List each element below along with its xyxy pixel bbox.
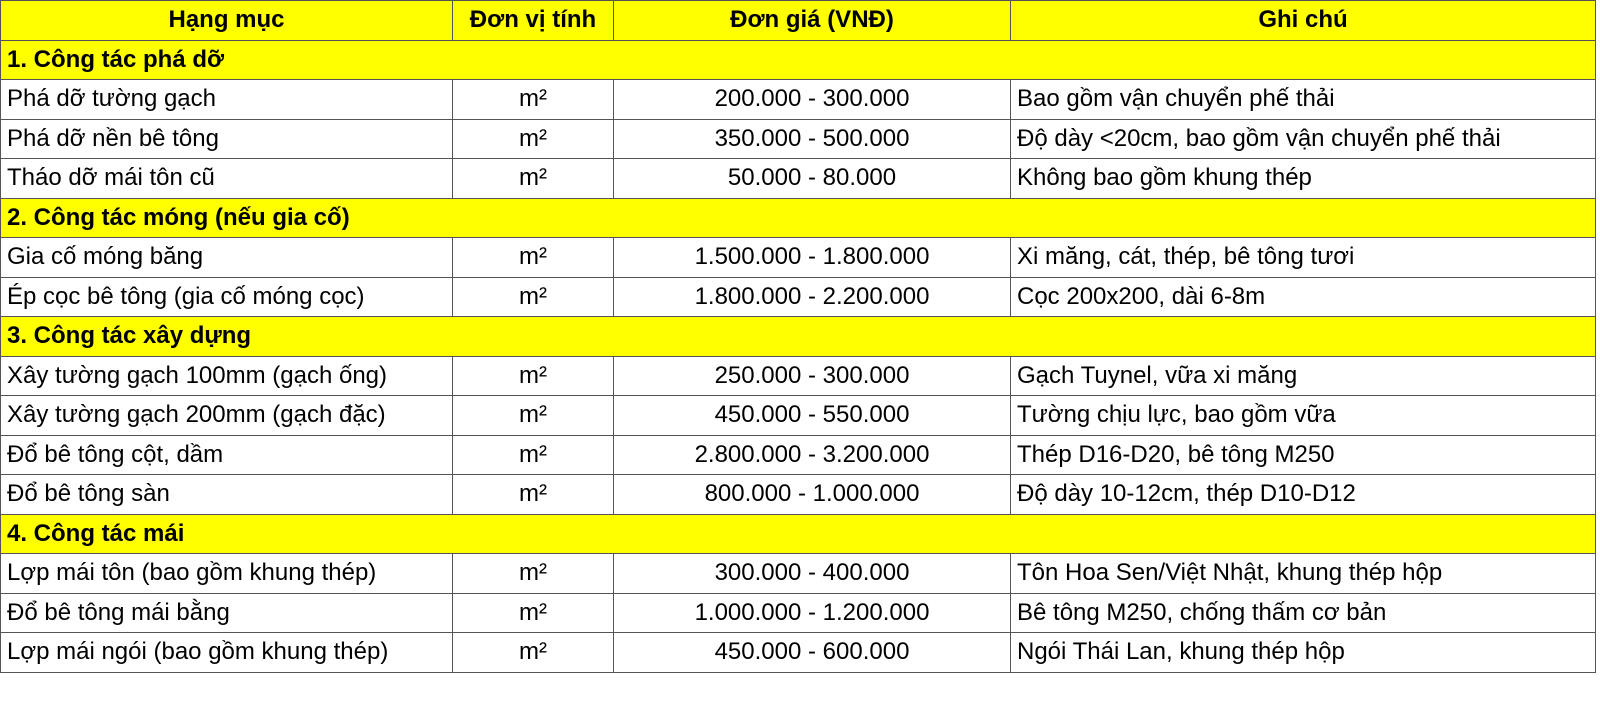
unit-cell: m² (453, 435, 614, 475)
unit-cell: m² (453, 396, 614, 436)
unit-cell: m² (453, 593, 614, 633)
note-cell: Bê tông M250, chống thấm cơ bản (1011, 593, 1596, 633)
price-cell: 1.800.000 - 2.200.000 (614, 277, 1011, 317)
note-cell: Độ dày <20cm, bao gồm vận chuyển phế thải (1011, 119, 1596, 159)
price-cell: 1.000.000 - 1.200.000 (614, 593, 1011, 633)
table-row (1, 119, 1596, 159)
price-cell: 50.000 - 80.000 (614, 159, 1011, 199)
table-row (1, 238, 1596, 278)
table-row (1, 475, 1596, 515)
unit-cell: m² (453, 238, 614, 278)
item-cell: Tháo dỡ mái tôn cũ (1, 159, 453, 199)
section-row (1, 40, 1596, 80)
unit-cell: m² (453, 633, 614, 673)
note-cell: Xi măng, cát, thép, bê tông tươi (1011, 238, 1596, 278)
unit-cell: m² (453, 475, 614, 515)
note-cell: Gạch Tuynel, vữa xi măng (1011, 356, 1596, 396)
price-cell: 800.000 - 1.000.000 (614, 475, 1011, 515)
note-cell: Không bao gồm khung thép (1011, 159, 1596, 199)
table-row (1, 396, 1596, 436)
item-cell: Xây tường gạch 200mm (gạch đặc) (1, 396, 453, 436)
section-title: 3. Công tác xây dựng (1, 317, 1596, 357)
unit-cell: m² (453, 554, 614, 594)
table-row (1, 633, 1596, 673)
table-row (1, 554, 1596, 594)
unit-cell: m² (453, 80, 614, 120)
price-cell: 200.000 - 300.000 (614, 80, 1011, 120)
note-cell: Bao gồm vận chuyển phế thải (1011, 80, 1596, 120)
table-row (1, 593, 1596, 633)
table-row (1, 159, 1596, 199)
price-cell: 300.000 - 400.000 (614, 554, 1011, 594)
price-cell: 450.000 - 550.000 (614, 396, 1011, 436)
price-cell: 2.800.000 - 3.200.000 (614, 435, 1011, 475)
table-row (1, 277, 1596, 317)
price-cell: 1.500.000 - 1.800.000 (614, 238, 1011, 278)
item-cell: Gia cố móng băng (1, 238, 453, 278)
item-cell: Lợp mái ngói (bao gồm khung thép) (1, 633, 453, 673)
item-cell: Đổ bê tông mái bằng (1, 593, 453, 633)
price-cell: 250.000 - 300.000 (614, 356, 1011, 396)
item-cell: Ép cọc bê tông (gia cố móng cọc) (1, 277, 453, 317)
item-cell: Lợp mái tôn (bao gồm khung thép) (1, 554, 453, 594)
header-note: Ghi chú (1011, 1, 1596, 41)
note-cell: Cọc 200x200, dài 6-8m (1011, 277, 1596, 317)
unit-cell: m² (453, 277, 614, 317)
section-title: 1. Công tác phá dỡ (1, 40, 1596, 80)
unit-cell: m² (453, 159, 614, 199)
note-cell: Thép D16-D20, bê tông M250 (1011, 435, 1596, 475)
table-row (1, 356, 1596, 396)
section-row (1, 317, 1596, 357)
note-cell: Tôn Hoa Sen/Việt Nhật, khung thép hộp (1011, 554, 1596, 594)
header-price: Đơn giá (VNĐ) (614, 1, 1011, 41)
item-cell: Phá dỡ tường gạch (1, 80, 453, 120)
price-cell: 450.000 - 600.000 (614, 633, 1011, 673)
section-row (1, 514, 1596, 554)
header-item: Hạng mục (1, 1, 453, 41)
header-row (1, 1, 1596, 41)
item-cell: Phá dỡ nền bê tông (1, 119, 453, 159)
section-title: 4. Công tác mái (1, 514, 1596, 554)
header-unit: Đơn vị tính (453, 1, 614, 41)
price-cell: 350.000 - 500.000 (614, 119, 1011, 159)
unit-cell: m² (453, 119, 614, 159)
table-row (1, 435, 1596, 475)
item-cell: Đổ bê tông sàn (1, 475, 453, 515)
table-body (1, 40, 1596, 672)
section-row (1, 198, 1596, 238)
unit-cell: m² (453, 356, 614, 396)
section-title: 2. Công tác móng (nếu gia cố) (1, 198, 1596, 238)
table-row (1, 80, 1596, 120)
item-cell: Xây tường gạch 100mm (gạch ống) (1, 356, 453, 396)
item-cell: Đổ bê tông cột, dầm (1, 435, 453, 475)
note-cell: Ngói Thái Lan, khung thép hộp (1011, 633, 1596, 673)
note-cell: Tường chịu lực, bao gồm vữa (1011, 396, 1596, 436)
note-cell: Độ dày 10-12cm, thép D10-D12 (1011, 475, 1596, 515)
